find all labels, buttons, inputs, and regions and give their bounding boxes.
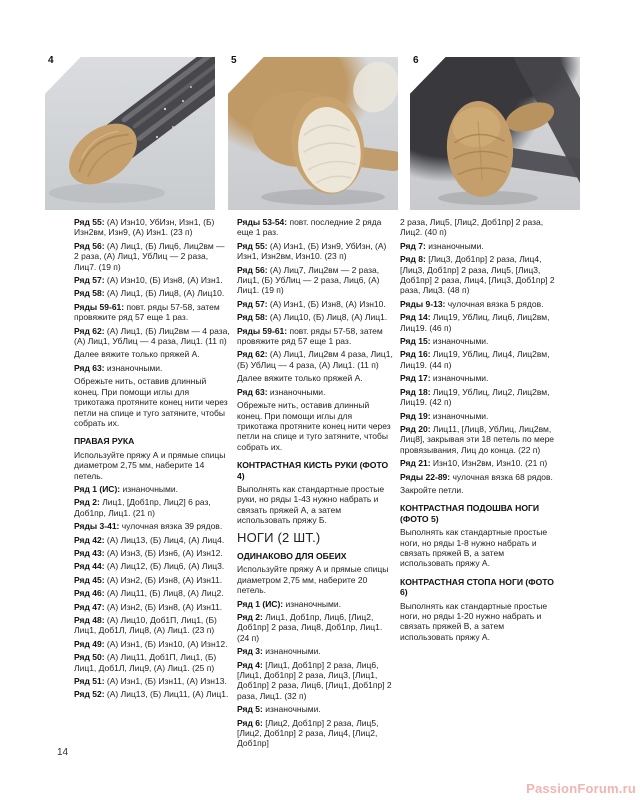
pattern-row: Ряд 63: изнаночными. — [74, 362, 163, 373]
pattern-row: Ряд 47: (А) Изн2, (Б) Изн8, (А) Изн11. — [74, 601, 223, 612]
pattern-row: Ряд 56: (А) Лиц1, (Б) Лиц6, Лиц2вм — 2 раза, (А) Лиц1, УбЛиц — 2 раза, Лиц7. (19 п) — [74, 240, 225, 272]
row-label: Ряд 4: — [237, 659, 266, 670]
row-label: Ряд 7: — [400, 240, 429, 251]
pattern-row: Ряды 22-89: чулочная вязка 68 рядов. — [400, 471, 553, 482]
row-label: Ряд 3: — [237, 646, 266, 657]
knitted-sole-illustration — [228, 57, 398, 210]
row-label: Ряд 63: — [74, 362, 107, 373]
pattern-row: Ряд 52: (А) Лиц13, (Б) Лиц11, (А) Лиц1. — [74, 689, 229, 700]
pattern-row: Ряд 6: [Лиц2, Доб1пр] 2 раза, Лиц5, [Лиц2, Доб1пр] 2 раза, Лиц4, [Лиц2, Доб1пр] — [237, 717, 379, 749]
pattern-para: Выполнять как стандартные простые руки, но ряды 1-43 нужно набрать и связать пряжей А, а затем использовать пряжу Б. — [237, 483, 385, 526]
pattern-row: Ряд 49: (А) Изн1, (Б) Изн10, (А) Изн12. — [74, 638, 228, 649]
row-label: Ряд 42: — [74, 534, 107, 545]
row-label: Ряды 59-61: — [74, 301, 127, 312]
row-label: Ряд 1 (ИС): — [237, 598, 286, 609]
pattern-row: Ряды 53-54: повт. последние 2 ряда еще 1 раз. — [237, 217, 382, 238]
row-label: Ряды 9-13: — [400, 298, 448, 309]
row-label: Ряды 59-61: — [237, 325, 290, 336]
pattern-para: 2 раза, Лиц5, [Лиц2, Доб1пр] 2 раза, Лиц2. (40 п) — [400, 217, 544, 238]
photo-6-number: 6 — [413, 55, 419, 66]
row-label: Ряд 58: — [237, 312, 270, 323]
row-label: Ряд 19: — [400, 410, 433, 421]
pattern-row: Ряд 4: [Лиц1, Доб1пр] 2 раза, Лиц6, [Лиц1, Доб1пр] 2 раза, Лиц3, [Лиц1, Доб1пр] 2 раза, Лиц6, [Лиц1, Доб1пр] 2 раза, Лиц1. (32 п) — [237, 659, 392, 701]
pattern-row: Ряд 2: Лиц1, Доб1пр, Лиц6, [Лиц2, Доб1пр] 2 раза, Лиц8, Доб1пр, Лиц1. (24 п) — [237, 612, 383, 643]
row-label: Ряд 57: — [237, 298, 270, 309]
pattern-row: Ряд 2: Лиц1, [Доб1пр, Лиц2] 6 раз, Доб1пр, Лиц1. (21 п) — [74, 497, 211, 518]
pattern-row: Ряд 56: (А) Лиц7, Лиц2вм — 2 раза, Лиц1, (Б) УбЛиц — 2 раза, Лиц6, (А) Лиц1. (19 п) — [237, 264, 380, 296]
photo-5-image — [228, 57, 398, 210]
row-label: Ряд 47: — [74, 601, 107, 612]
pattern-row: Ряды 59-61: повт. ряды 57-58, затем провяжите ряд 57 еще 1 раз. — [74, 301, 220, 323]
pattern-row: Ряд 15: изнаночными. — [400, 336, 489, 347]
row-label: Ряд 52: — [74, 689, 107, 700]
pattern-para: Используйте пряжу А и прямые спицы диаметром 2,75 мм, наберите 14 петель. — [74, 449, 226, 481]
pattern-heading: КОНТРАСТНАЯ СТОПА НОГИ (ФОТО 6) — [400, 576, 554, 598]
pattern-row: Ряд 3: изнаночными. — [237, 646, 321, 657]
pattern-row: Ряд 1 (ИС): изнаночными. — [74, 483, 178, 494]
pattern-row: Ряд 5: изнаночными. — [237, 704, 321, 715]
photo-5-number: 5 — [231, 55, 237, 66]
row-label: Ряд 63: — [237, 386, 270, 397]
knitted-arm-illustration — [45, 57, 215, 210]
knitted-foot-illustration — [410, 57, 580, 210]
pattern-row: Ряд 44: (А) Лиц12, (Б) Лиц6, (А) Лиц3. — [74, 561, 225, 572]
pattern-heading: КОНТРАСТНАЯ ПОДОШВА НОГИ (ФОТО 5) — [400, 503, 540, 524]
row-label: Ряд 43: — [74, 547, 107, 558]
row-label: Ряд 2: — [74, 497, 103, 508]
photo-4-image — [45, 57, 215, 210]
row-label: Ряд 17: — [400, 373, 433, 384]
pattern-row: Ряды 59-61: повт. ряды 57-58, затем провяжите ряд 57 еще 1 раз. — [237, 325, 383, 347]
page-number: 14 — [57, 747, 69, 758]
photo-5-contrast-sole — [228, 57, 398, 210]
row-label: Ряд 56: — [74, 240, 107, 251]
pattern-row: Ряд 42: (А) Лиц13, (Б) Лиц4, (А) Лиц4. — [74, 534, 225, 545]
pattern-row: Ряд 48: (А) Лиц10, Доб1П, Лиц1, (Б) Лиц1, Доб1Л, Лиц8, (А) Лиц1. (23 п) — [74, 615, 217, 636]
watermark: PassionForum.ru — [526, 781, 636, 796]
row-label: Ряд 44: — [74, 561, 107, 572]
pattern-para: Выполнять как стандартные простые ноги, но ряды 1-8 нужно набрать и связать пряжей В, а затем использовать пряжу А. — [400, 527, 548, 569]
pattern-para: Далее вяжите только пряжей А. — [74, 349, 200, 360]
row-label: Ряд 57: — [74, 275, 107, 286]
pattern-row: Ряд 19: изнаночными. — [400, 410, 489, 421]
row-label: Ряд 58: — [74, 288, 107, 299]
row-label: Ряд 6: — [237, 717, 266, 728]
instructions-column-1 — [74, 217, 230, 703]
row-label: Ряд 18: — [400, 386, 433, 397]
pattern-row: Ряд 58: (А) Лиц10, (Б) Лиц8, (А) Лиц1. — [237, 312, 388, 323]
row-label: Ряд 56: — [237, 264, 270, 275]
row-label: Ряд 55: — [74, 217, 107, 227]
photo-4-number: 4 — [48, 55, 54, 66]
row-label: Ряд 8: — [400, 254, 429, 265]
pattern-heading: ОДИНАКОВО ДЛЯ ОБЕИХ — [237, 550, 347, 561]
row-label: Ряды 3-41: — [74, 521, 122, 532]
row-label: Ряд 50: — [74, 652, 107, 663]
row-label: Ряд 55: — [237, 240, 270, 251]
pattern-row: Ряд 55: (А) Изн1, (Б) Изн9, УбИзн, (А) Изн1, Изн2вм, Изн10. (23 п) — [237, 240, 387, 262]
pattern-row: Ряд 17: изнаночными. — [400, 373, 489, 384]
pattern-row: Ряд 14: Лиц19, УбЛиц, Лиц6, Лиц2вм, Лиц19. (46 п) — [400, 312, 550, 333]
pattern-row: Ряд 63: изнаночными. — [237, 386, 326, 397]
pattern-row: Ряд 20: Лиц11, [Лиц8, УбЛиц, Лиц2вм, Лиц8], закрывая эти 18 петель по мере провязывания, Лиц до конца. (22 п) — [400, 423, 555, 455]
photo-4-contrast-hand — [45, 57, 215, 210]
pattern-row: Ряд 8: [Лиц3, Доб1пр] 2 раза, Лиц4, [Лиц3, Доб1пр] 2 раза, Лиц5, [Лиц3, Доб1пр] 2 раза, Лиц4, [Лиц3, Доб1пр] 2 раза, Лиц3. (48 п) — [400, 254, 555, 296]
row-label: Ряды 53-54: — [237, 217, 290, 227]
pattern-row: Ряд 62: (А) Лиц1, (Б) Лиц2вм — 4 раза, (А) Лиц1, УбЛиц — 4 раза, Лиц1. (11 п) — [74, 325, 230, 347]
pattern-para: Обрежьте нить, оставив длинный конец. При помощи иглы для трикотажа протяните конец нити через петли на спице и туго затяните, чтобы собрать их. — [237, 400, 391, 452]
pattern-row: Ряд 18: Лиц19, УбЛиц, Лиц2, Лиц2вм, Лиц19. (42 п) — [400, 386, 550, 408]
pattern-para: Обрежьте нить, оставив длинный конец. При помощи иглы для трикотажа протяните конец нити через петли на спице и туго затяните, чтобы собрать их. — [74, 376, 228, 428]
row-label: Ряд 62: — [237, 349, 270, 360]
pattern-heading: ПРАВАЯ РУКА — [74, 436, 135, 447]
pattern-row: Ряд 55: (А) Изн10, УбИзн, Изн1, (Б) Изн2вм, Изн9, (А) Изн1. (23 п) — [74, 217, 215, 238]
row-label: Ряд 14: — [400, 312, 433, 323]
pattern-row: Ряд 51: (А) Изн1, (Б) Изн11, (А) Изн13. — [74, 676, 227, 687]
pattern-row: Ряд 46: (А) Лиц11, (Б) Лиц8, (А) Лиц2. — [74, 588, 224, 599]
row-label: Ряды 22-89: — [400, 471, 453, 482]
row-label: Ряд 1 (ИС): — [74, 483, 123, 494]
row-label: Ряд 46: — [74, 588, 107, 599]
row-label: Ряд 62: — [74, 325, 107, 336]
instructions-column-2 — [237, 217, 393, 752]
photo-6-contrast-foot — [410, 57, 580, 210]
pattern-row: Ряд 43: (А) Изн3, (Б) Изн6, (А) Изн12. — [74, 547, 223, 558]
pattern-title: НОГИ (2 ШТ.) — [237, 529, 321, 545]
pattern-row: Ряд 45: (А) Изн2, (Б) Изн8, (А) Изн11. — [74, 574, 223, 585]
pattern-row: Ряд 62: (А) Лиц1, Лиц2вм 4 раза, Лиц1, (Б) УбЛиц — 4 раза, (А) Лиц1. (11 п) — [237, 349, 393, 370]
pattern-para: Закройте петли. — [400, 484, 464, 495]
pattern-row: Ряды 9-13: чулочная вязка 5 рядов. — [400, 298, 544, 309]
pattern-row: Ряд 1 (ИС): изнаночными. — [237, 598, 341, 609]
row-label: Ряд 20: — [400, 423, 433, 434]
pattern-heading: КОНТРАСТНАЯ КИСТЬ РУКИ (ФОТО 4) — [237, 460, 389, 481]
row-label: Ряд 51: — [74, 676, 107, 687]
row-label: Ряд 48: — [74, 615, 107, 625]
pattern-row: Ряд 7: изнаночными. — [400, 240, 484, 251]
pattern-para: Используйте пряжу А и прямые спицы диаметром 2,75 мм, наберите 20 петель. — [237, 564, 389, 596]
photo-6-image — [410, 57, 580, 210]
pattern-row: Ряд 16: Лиц19, УбЛиц, Лиц4, Лиц2вм, Лиц19. (44 п) — [400, 349, 550, 370]
pattern-row: Ряд 57: (А) Изн10, (Б) Изн8, (А) Изн1. — [74, 275, 223, 286]
row-label: Ряд 49: — [74, 638, 107, 649]
pattern-row: Ряды 3-41: чулочная вязка 39 рядов. — [74, 521, 223, 532]
row-label: Ряд 15: — [400, 336, 433, 347]
pattern-row: Ряд 50: (А) Лиц11, Доб1П, Лиц1, (Б) Лиц1, Доб1Л, Лиц9, (А) Лиц1. (25 п) — [74, 652, 217, 673]
instructions-column-3 — [400, 217, 556, 645]
pattern-row: Ряд 21: Изн10, Изн2вм, Изн10. (21 п) — [400, 458, 548, 469]
pattern-row: Ряд 57: (А) Изн1, (Б) Изн8, (А) Изн10. — [237, 298, 386, 309]
pattern-para: Далее вяжите только пряжей А. — [237, 373, 363, 384]
pattern-row: Ряд 58: (А) Лиц1, (Б) Лиц8, (А) Лиц10. — [74, 288, 225, 299]
row-label: Ряд 16: — [400, 349, 433, 360]
row-label: Ряд 2: — [237, 612, 266, 622]
pattern-para: Выполнять как стандартные простые ноги, но ряды 1-20 нужно набрать и связать пряжей В, а затем использовать пряжу А. — [400, 600, 548, 642]
row-label: Ряд 21: — [400, 458, 433, 469]
row-label: Ряд 45: — [74, 574, 107, 585]
row-label: Ряд 5: — [237, 704, 266, 715]
